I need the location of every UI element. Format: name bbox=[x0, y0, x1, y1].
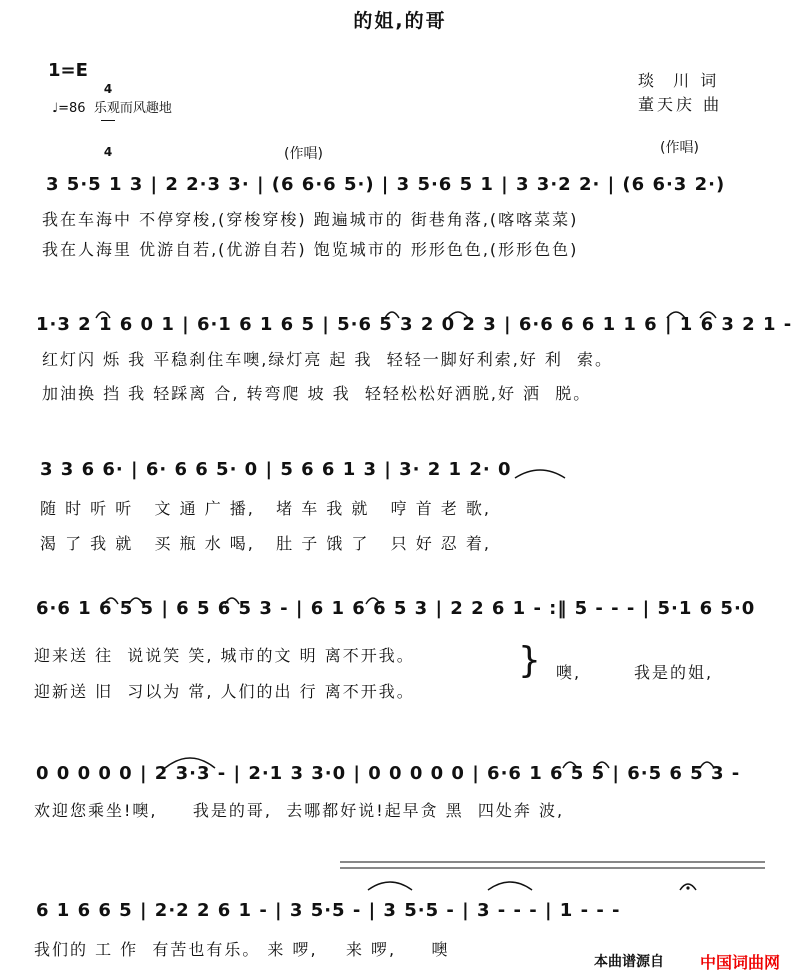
time-signature-bottom: 4 bbox=[103, 145, 113, 159]
lyric-line: 红灯闪 烁 我 平稳刹住车噢,绿灯亮 起 我 轻轻一脚好利索,好 利 索。 bbox=[42, 350, 614, 369]
tempo-marking: ♩=86 乐观而风趣地 bbox=[52, 101, 172, 116]
lyric-line: 渴 了 我 就 买 瓶 水 喝, 肚 子 饿 了 只 好 忍 着, bbox=[40, 534, 491, 553]
lyric-tail: 我是的姐, bbox=[634, 663, 714, 682]
score-line: 0 0 0 0 0 | 2 3·3 - | 2·1 3 3·0 | 0 0 0 0 0 | 6·6 1 6 5 5 | 6·5 6 5 3 - bbox=[36, 763, 741, 784]
lyric-line: 欢迎您乘坐!噢, 我是的哥, 去哪都好说!起早贪 黑 四处奔 波, bbox=[34, 801, 565, 820]
score-line: 3 5·5 1 3 | 2 2·3 3· | (6 6·6 5·) | 3 5·6 5 1 | 3 3·2 2· | (6 6·3 2·) bbox=[46, 174, 726, 195]
key-signature: 1=E bbox=[48, 60, 88, 81]
lyric-line: 随 时 听 听 文 通 广 播, 堵 车 我 就 哼 首 老 歌, bbox=[40, 499, 491, 518]
zuochang-mark: (作唱) bbox=[284, 146, 323, 162]
lyric-line: 我在车海中 不停穿梭,(穿梭穿梭) 跑遍城市的 街巷角落,(喀喀菜菜) bbox=[42, 210, 579, 229]
composer-credit: 董天庆 曲 bbox=[638, 95, 723, 114]
score-line: 1·3 2 1 6 0 1 | 6·1 6 1 6 5 | 5·6 5 3 2 0 2 3 | 6·6 6 6 1 1 6 | 1 6 3 2 1 - bbox=[36, 314, 793, 335]
score-line: 3 3 6 6· | 6· 6 6 5· 0 | 5 6 6 1 3 | 3· 2 1 2· 0 bbox=[40, 459, 512, 480]
lyric-line: 迎新送 旧 习以为 常, 人们的出 行 离不开我。 bbox=[34, 682, 415, 701]
lyric-line: 加油换 挡 我 轻踩离 合, 转弯爬 坡 我 轻轻松松好洒脱,好 洒 脱。 bbox=[42, 384, 592, 403]
lyricist-credit: 琰 川 词 bbox=[638, 71, 720, 90]
source-note: 本曲谱源自 bbox=[594, 954, 664, 970]
site-watermark: 中国词曲网 bbox=[700, 953, 781, 972]
lyric-line: 我在人海里 优游自若,(优游自若) 饱览城市的 形形色色,(形形色色) bbox=[42, 240, 579, 259]
time-signature-top: 4 bbox=[103, 82, 113, 96]
lyric-tail: 噢, bbox=[556, 663, 582, 682]
page-title: 的姐,的哥 bbox=[353, 10, 447, 32]
zuochang-mark: (作唱) bbox=[660, 140, 699, 156]
score-line: 6 1 6 6 5 | 2·2 2 6 1 - | 3 5·5 - | 3 5·5 - | 3 - - - | 1 - - - bbox=[36, 900, 621, 921]
lyric-line: 我们的 工 作 有苦也有乐。 来 啰, 来 啰, 噢 bbox=[34, 940, 450, 959]
score-line: 6·6 1 6 5 5 | 6 5 6 5 3 - | 6 1 6 6 5 3 | 2 2 6 1 - :‖ 5 - - - | 5·1 6 5·0 bbox=[36, 598, 756, 619]
lyric-brace: } bbox=[518, 640, 541, 681]
lyric-line: 迎来送 往 说说笑 笑, 城市的文 明 离不开我。 bbox=[34, 646, 415, 665]
